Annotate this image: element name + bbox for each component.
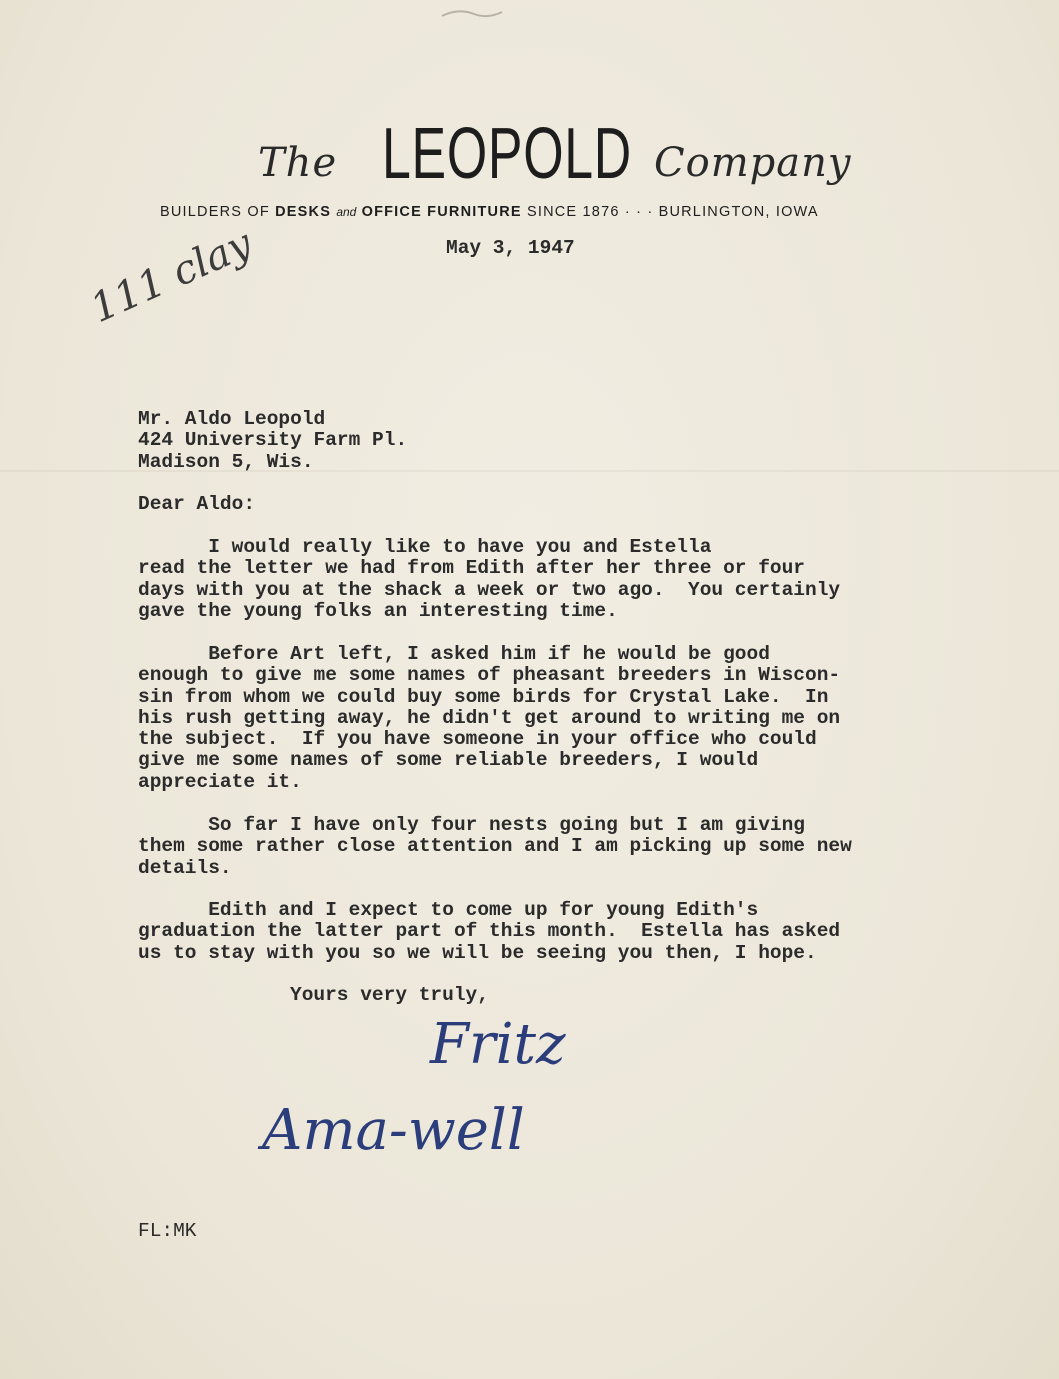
letterhead-script-company: Company xyxy=(654,140,852,186)
tagline-since-location: SINCE 1876 · · · BURLINGTON, IOWA xyxy=(521,204,819,220)
paper-clip-mark xyxy=(438,6,508,22)
body-paragraph-3: So far I have only four nests going but I am giving them some rather close attention and I am picking up some new details. xyxy=(138,814,852,879)
reference-initials: FL:MK xyxy=(138,1220,197,1242)
tagline-office-furniture: OFFICE FURNITURE xyxy=(361,204,522,220)
tagline-desks: DESKS xyxy=(275,204,332,220)
complimentary-closing: Yours very truly, xyxy=(290,984,489,1006)
tagline-and: and xyxy=(336,205,357,219)
address-line: 424 University Farm Pl. xyxy=(138,429,408,452)
body-paragraph-2: Before Art left, I asked him if he would be good enough to give me some names of pheasant breeders in Wiscon- sin from whom we could buy some birds for Crystal Lake. In his rush getting away, he didn't get around to writing me on the subject. If you have someone in your office who could give me some names of some reliable breeders, I would appreciate it. xyxy=(138,643,841,793)
letter-date: May 3, 1947 xyxy=(446,237,575,259)
handwritten-signature-line-2: Ama-well xyxy=(262,1098,525,1163)
letterhead-brand-name: LEOPOLD xyxy=(382,114,632,194)
handwritten-signature: Fritz xyxy=(430,1012,566,1077)
salutation: Dear Aldo: xyxy=(138,493,256,515)
letterhead-script-the: The xyxy=(258,140,338,186)
tagline-part: BUILDERS OF xyxy=(160,204,276,220)
body-paragraph-1: I would really like to have you and Estella read the letter we had from Edith after her three or four days with you at the shack a week or two ago. You certainly gave the young folks an interesting time. xyxy=(138,536,841,622)
address-line: Mr. Aldo Leopold xyxy=(138,408,326,430)
handwritten-note: 111 clay xyxy=(84,220,259,333)
body-paragraph-4: Edith and I expect to come up for young Edith's graduation the latter part of this month. Estella has asked us to stay with you so we will be seeing you then, I hope. xyxy=(138,899,841,964)
recipient-address xyxy=(138,409,407,473)
address-line: Madison 5, Wis. xyxy=(138,450,314,473)
letterhead-tagline xyxy=(160,204,930,220)
